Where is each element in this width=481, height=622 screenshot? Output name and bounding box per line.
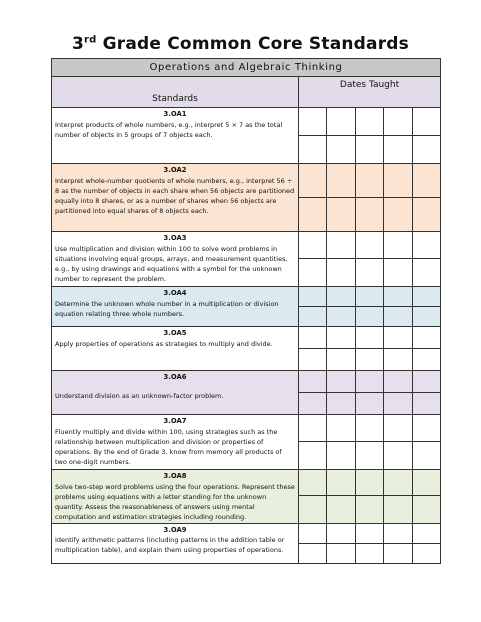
standard-text: Use multiplication and division within 100 to solve word problems in situations involving equal groups, arrays, and measurement quantities, e.g., by using drawings and equations with a symbol for the unknown number to represent the problem.	[55, 244, 288, 283]
date-cell[interactable]	[384, 307, 412, 327]
standard-code: 3.OA5	[163, 329, 187, 337]
standard-row	[52, 232, 441, 259]
date-cell[interactable]	[384, 470, 412, 496]
standard-code: 3.OA7	[163, 417, 187, 425]
standard-code: 3.OA6	[163, 373, 187, 381]
date-cell[interactable]	[384, 327, 412, 349]
standard-cell	[52, 371, 299, 415]
date-cell[interactable]	[327, 371, 355, 393]
date-cell[interactable]	[299, 232, 327, 259]
standard-cell	[52, 232, 299, 287]
date-cell[interactable]	[412, 523, 440, 543]
standard-code: 3.OA1	[163, 110, 187, 118]
date-cell[interactable]	[412, 259, 440, 287]
date-cell[interactable]	[355, 327, 383, 349]
date-cell[interactable]	[299, 496, 327, 523]
date-cell[interactable]	[355, 164, 383, 198]
standard-text: Interpret whole-number quotients of whole numbers, e.g., interpret 56 ÷ 8 as the number of objects in each share when 56 objects are partitioned equally into 8 shares, or as a number of shares when 56 objects are partitioned into equal shares of 8 objects each.	[55, 176, 295, 215]
date-cell[interactable]	[327, 108, 355, 136]
date-cell[interactable]	[355, 307, 383, 327]
date-cell[interactable]	[327, 259, 355, 287]
date-cell[interactable]	[355, 543, 383, 563]
date-cell[interactable]	[299, 470, 327, 496]
date-cell[interactable]	[355, 287, 383, 307]
standard-text: Understand division as an unknown-factor problem.	[55, 391, 224, 400]
standard-code: 3.OA8	[163, 472, 187, 480]
date-cell[interactable]	[327, 349, 355, 371]
standard-cell	[52, 415, 299, 470]
date-cell[interactable]	[299, 442, 327, 470]
date-cell[interactable]	[299, 164, 327, 198]
standard-code: 3.OA9	[163, 525, 187, 534]
date-cell[interactable]	[299, 136, 327, 164]
date-cell[interactable]	[384, 371, 412, 393]
date-cell[interactable]	[384, 393, 412, 415]
standard-text: Apply properties of operations as strategies to multiply and divide.	[55, 339, 273, 348]
date-cell[interactable]	[355, 415, 383, 442]
standards-table	[51, 58, 441, 564]
date-cell[interactable]	[327, 470, 355, 496]
standard-code: 3.OA3	[163, 234, 187, 242]
date-cell[interactable]	[384, 136, 412, 164]
date-cell[interactable]	[327, 543, 355, 563]
date-cell[interactable]	[327, 523, 355, 543]
date-cell[interactable]	[299, 393, 327, 415]
standard-cell	[52, 108, 299, 164]
date-cell[interactable]	[299, 327, 327, 349]
date-cell[interactable]	[355, 232, 383, 259]
date-cell[interactable]	[412, 307, 440, 327]
date-cell[interactable]	[355, 393, 383, 415]
date-cell[interactable]	[327, 198, 355, 232]
standard-cell	[52, 470, 299, 524]
date-cell[interactable]	[355, 442, 383, 470]
standard-text: Determine the unknown whole number in a multiplication or division equation relating three whole numbers.	[55, 299, 279, 318]
date-cell[interactable]	[412, 543, 440, 563]
date-cell[interactable]	[327, 415, 355, 442]
date-cell[interactable]	[299, 415, 327, 442]
standard-row	[52, 415, 441, 442]
standard-row	[52, 327, 441, 349]
date-cell[interactable]	[355, 136, 383, 164]
date-cell[interactable]	[412, 164, 440, 198]
standard-row	[52, 164, 441, 198]
date-cell[interactable]	[384, 232, 412, 259]
date-cell[interactable]	[384, 108, 412, 136]
date-cell[interactable]	[412, 442, 440, 470]
date-cell[interactable]	[327, 136, 355, 164]
date-cell[interactable]	[384, 415, 412, 442]
date-cell[interactable]	[299, 543, 327, 563]
standard-row	[52, 108, 441, 136]
standard-code: 3.OA2	[163, 166, 187, 174]
date-cell[interactable]	[299, 523, 327, 543]
date-cell[interactable]	[299, 198, 327, 232]
date-cell[interactable]	[355, 108, 383, 136]
date-cell[interactable]	[412, 232, 440, 259]
date-cell[interactable]	[412, 198, 440, 232]
date-cell[interactable]	[327, 496, 355, 523]
date-cell[interactable]	[355, 523, 383, 543]
date-cell[interactable]	[299, 287, 327, 307]
date-cell[interactable]	[327, 442, 355, 470]
date-cell[interactable]	[355, 198, 383, 232]
standard-row	[52, 523, 441, 543]
dates-taught-header: Dates Taught	[299, 77, 441, 108]
date-cell[interactable]	[412, 136, 440, 164]
standard-cell	[52, 523, 299, 563]
date-cell[interactable]	[412, 349, 440, 371]
date-cell[interactable]	[384, 349, 412, 371]
date-cell[interactable]	[412, 470, 440, 496]
date-cell[interactable]	[327, 393, 355, 415]
date-cell[interactable]	[384, 496, 412, 523]
standard-row	[52, 470, 441, 496]
date-cell[interactable]	[355, 470, 383, 496]
date-cell[interactable]	[412, 327, 440, 349]
date-cell[interactable]	[327, 232, 355, 259]
date-cell[interactable]	[412, 496, 440, 523]
date-cell[interactable]	[299, 259, 327, 287]
standard-cell	[52, 327, 299, 371]
date-cell[interactable]	[412, 371, 440, 393]
standard-text: Fluently multiply and divide within 100, using strategies such as the relationship between multiplication and division or properties of operations. By the end of Grade 3, know from memory all products of two one-digit numbers.	[55, 427, 282, 466]
date-cell[interactable]	[327, 164, 355, 198]
date-cell[interactable]	[384, 287, 412, 307]
standards-header: Standards	[52, 77, 299, 108]
date-cell[interactable]	[412, 415, 440, 442]
date-cell[interactable]	[327, 307, 355, 327]
standard-cell	[52, 287, 299, 327]
standard-cell	[52, 164, 299, 232]
standard-row	[52, 371, 441, 393]
section-title: Operations and Algebraic Thinking	[52, 59, 441, 77]
date-cell[interactable]	[384, 164, 412, 198]
standard-text: Solve two-step word problems using the four operations. Represent these problems using equations with a letter standing for the unknown quantity. Assess the reasonableness of answers using mental computation and estimation strategies including rounding.	[55, 482, 295, 521]
date-cell[interactable]	[384, 259, 412, 287]
standard-text: Identify arithmetic patterns (including patterns in the addition table or multiplication table), and explain them using properties of operations.	[55, 536, 285, 555]
date-cell[interactable]	[355, 259, 383, 287]
page-title: 3rd Grade Common Core Standards	[71, 34, 409, 54]
date-cell[interactable]	[412, 108, 440, 136]
date-cell[interactable]	[412, 287, 440, 307]
date-cell[interactable]	[299, 349, 327, 371]
date-cell[interactable]	[299, 108, 327, 136]
standard-code: 3.OA4	[163, 289, 187, 297]
date-cell[interactable]	[412, 393, 440, 415]
date-cell[interactable]	[355, 371, 383, 393]
date-cell[interactable]	[327, 327, 355, 349]
date-cell[interactable]	[384, 198, 412, 232]
date-cell[interactable]	[355, 349, 383, 371]
date-cell[interactable]	[299, 371, 327, 393]
standard-row	[52, 287, 441, 307]
date-cell[interactable]	[384, 523, 412, 543]
date-cell[interactable]	[327, 287, 355, 307]
standard-text: Interpret products of whole numbers, e.g., interpret 5 × 7 as the total number of objects in 5 groups of 7 objects each.	[55, 120, 283, 139]
date-cell[interactable]	[384, 543, 412, 563]
date-cell[interactable]	[355, 496, 383, 523]
date-cell[interactable]	[299, 307, 327, 327]
date-cell[interactable]	[384, 442, 412, 470]
